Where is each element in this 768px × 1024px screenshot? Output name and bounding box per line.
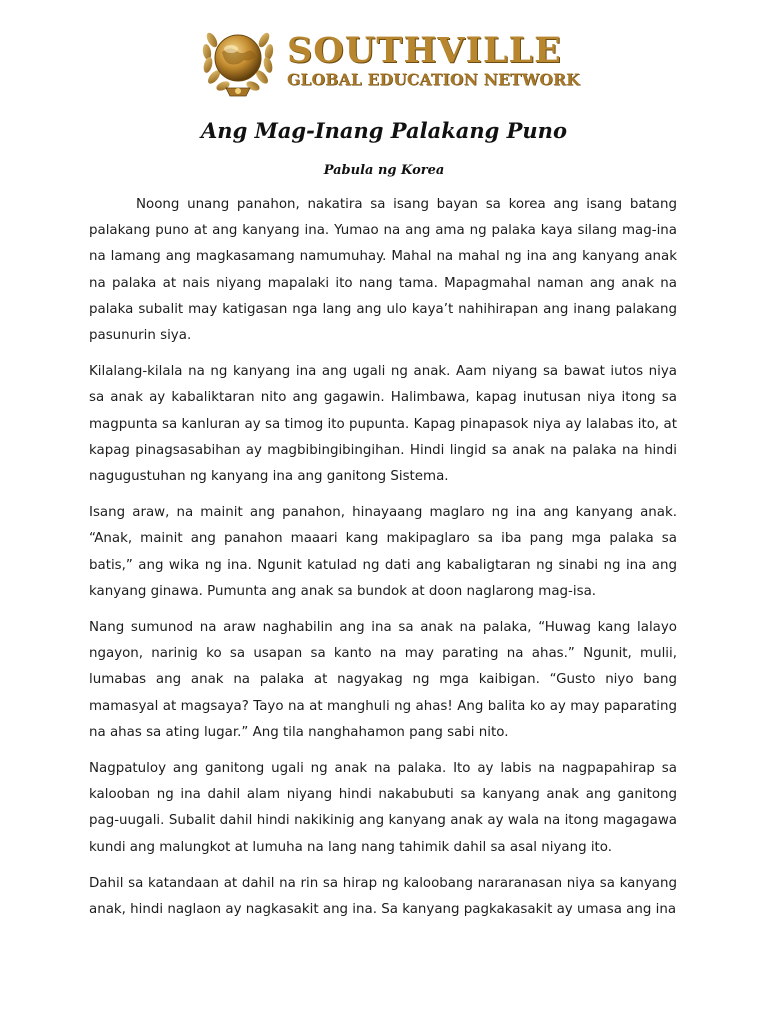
document-header [0,22,768,104]
document-body [89,192,677,933]
paragraph: Nang sumunod na araw naghabilin ang ina sa anak na palaka, “Huwag kang lalayo ngayon, narinig ko sa usapan sa kanto na may parating na ahas.” Ngunit, mulii, lumabas ang anak na palaka at nagyakag ng mga kaibigan. “Gusto niyo bang mamasyal at magsaya? Tayo na at manghuli ng ahas! Ang balita ko ay may paparating na ahas sa ating lugar.” Ang tila nanghahamon pang sabi nito. [89,620,677,740]
globe-laurel-emblem-icon [200,22,276,100]
brand-block [287,30,580,90]
paragraph: Kilalang-kilala na ng kanyang ina ang ugali ng anak. Aam niyang sa bawat iutos niya sa anak ay kabaliktaran nito ang gagawin. Halimbawa, kapag inutusan niya itong sa magpunta sa kanluran ay sa timog ito pupunta. Kapag pinapasok niya ay lalabas ito, at kapag pinagsasabihan ay magbibingibingihan. Hindi lingid sa anak na palaka na hindi nagugustuhan ng kanyang ina ang ganitong Sistema. [89,364,677,485]
paragraph: Nagpatuloy ang ganitong ugali ng anak na palaka. Ito ay labis na nagpapahirap sa kalooban ng ina dahil alam niyang hindi nakabubuti sa kanyang anak ang ganitong pag-uugali. Subalit dahil hindi nakikinig ang kanyang anak ay wala na itong magagawa kundi ang malungkot at lumuha na lang nang tahimik dahil sa asal niyang ito. [89,761,677,855]
brand-name: SOUTHVILLE [287,30,562,71]
document-title: Ang Mag-Inang Palakang Puno [201,118,567,143]
document-subtitle: Pabula ng Korea [323,163,445,178]
paragraph: Dahil sa katandaan at dahil na rin sa hirap ng kaloobang nararanasan niya sa kanyang anak, hindi naglaon ay nagkasakit ang ina. Sa kanyang pagkakasakit ay umasa ang ina [89,875,677,918]
brand-subtitle: GLOBAL EDUCATION NETWORK [287,70,580,89]
paragraph: Isang araw, na mainit ang panahon, hinayaang maglaro ng ina ang kanyang anak. “Anak, mainit ang panahon maaari kang makipaglaro sa iba pang mga palaka sa batis,” ang wika ng ina. Ngunit katulad ng dati ang kabaligtaran ng sinabi ng ina ang kanyang ginawa. Pumunta ang anak sa bundok at doon naglarong mag-isa. [89,505,677,599]
paragraph: Noong unang panahon, nakatira sa isang bayan sa korea ang isang batang palakang puno at ang kanyang ina. Yumao na ang ama ng palaka kaya silang mag-ina na lamang ang magkasamang namumuhay. Mahal na mahal ng ina ang kanyang anak na palaka at nais niyang mapalaki ito nang tama. Mapagmahal naman ang anak na palaka subalit may katigasan nga lang ang ulo kaya’t nahihirapan ang inang palakang pasunurin siya. [89,197,677,344]
